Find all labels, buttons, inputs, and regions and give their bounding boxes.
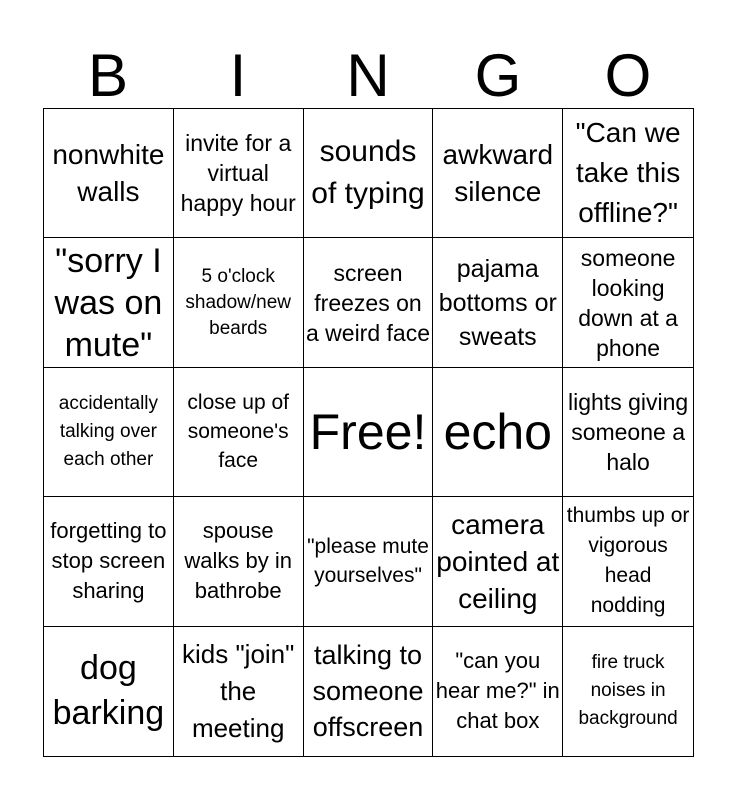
cell-text: "Can we take this offline?" (575, 117, 681, 229)
cell-text: "can you hear me?" in chat box (435, 648, 560, 734)
free-space-text: Free! (309, 403, 427, 460)
bingo-cell[interactable] (563, 627, 693, 756)
cell-text: kids "join" the meeting (181, 638, 295, 743)
cell-text: "sorry I was on mute" (54, 241, 163, 364)
bingo-cell[interactable] (563, 238, 693, 367)
bingo-cell[interactable] (174, 368, 304, 497)
bingo-cell[interactable] (433, 497, 563, 626)
bingo-cell[interactable] (304, 109, 434, 238)
cell-text: forgetting to stop screen sharing (50, 518, 167, 604)
bingo-cell[interactable] (563, 109, 693, 238)
bingo-cell[interactable] (304, 497, 434, 626)
cell-text: spouse walks by in bathrobe (184, 518, 292, 604)
cell-text: "please mute yourselves" (307, 535, 429, 588)
bingo-cell[interactable] (174, 109, 304, 238)
header-letter-g: G (474, 42, 522, 109)
cell-text: close up of someone's face (187, 391, 289, 473)
bingo-board (43, 108, 694, 757)
bingo-cell[interactable] (304, 238, 434, 367)
cell-text: pajama bottoms or sweats (438, 254, 557, 351)
bingo-cell[interactable] (44, 497, 174, 626)
bingo-cell[interactable] (174, 627, 304, 756)
cell-text: 5 o'clock shadow/new beards (185, 265, 291, 339)
header-letter-b: B (87, 42, 129, 109)
bingo-cell[interactable] (433, 109, 563, 238)
cell-text: awkward silence (442, 139, 554, 208)
header-letter-o: O (604, 42, 652, 109)
cell-text: accidentally talking over each other (58, 392, 159, 470)
cell-text: nonwhite walls (52, 139, 165, 208)
cell-text: fire truck noises in background (578, 652, 678, 730)
cell-text: echo (443, 403, 552, 460)
bingo-cell[interactable] (433, 627, 563, 756)
cell-text: talking to someone offscreen (312, 640, 424, 743)
free-space-cell[interactable] (304, 368, 434, 497)
cell-text: invite for a virtual happy hour (180, 130, 296, 217)
cell-text: camera pointed at ceiling (436, 508, 560, 614)
bingo-cell[interactable] (563, 497, 693, 626)
cell-text: someone looking down at a phone (578, 244, 678, 361)
cell-text: dog barking (52, 649, 165, 733)
bingo-cell[interactable] (174, 497, 304, 626)
header-letter-i: I (229, 42, 247, 109)
bingo-cell[interactable] (433, 238, 563, 367)
bingo-cell[interactable] (44, 627, 174, 756)
bingo-header (43, 40, 693, 108)
bingo-cell[interactable] (44, 368, 174, 497)
bingo-cell[interactable] (174, 238, 304, 367)
bingo-cell[interactable] (44, 109, 174, 238)
cell-text: sounds of typing (311, 135, 425, 211)
cell-text: lights giving someone a halo (568, 388, 689, 475)
bingo-cell[interactable] (44, 238, 174, 367)
cell-text: screen freezes on a weird face (305, 259, 430, 346)
cell-text: thumbs up or vigorous head nodding (566, 504, 690, 618)
bingo-cell[interactable] (563, 368, 693, 497)
bingo-cell[interactable] (433, 368, 563, 497)
bingo-cell[interactable] (304, 627, 434, 756)
header-letter-n: N (346, 42, 390, 109)
